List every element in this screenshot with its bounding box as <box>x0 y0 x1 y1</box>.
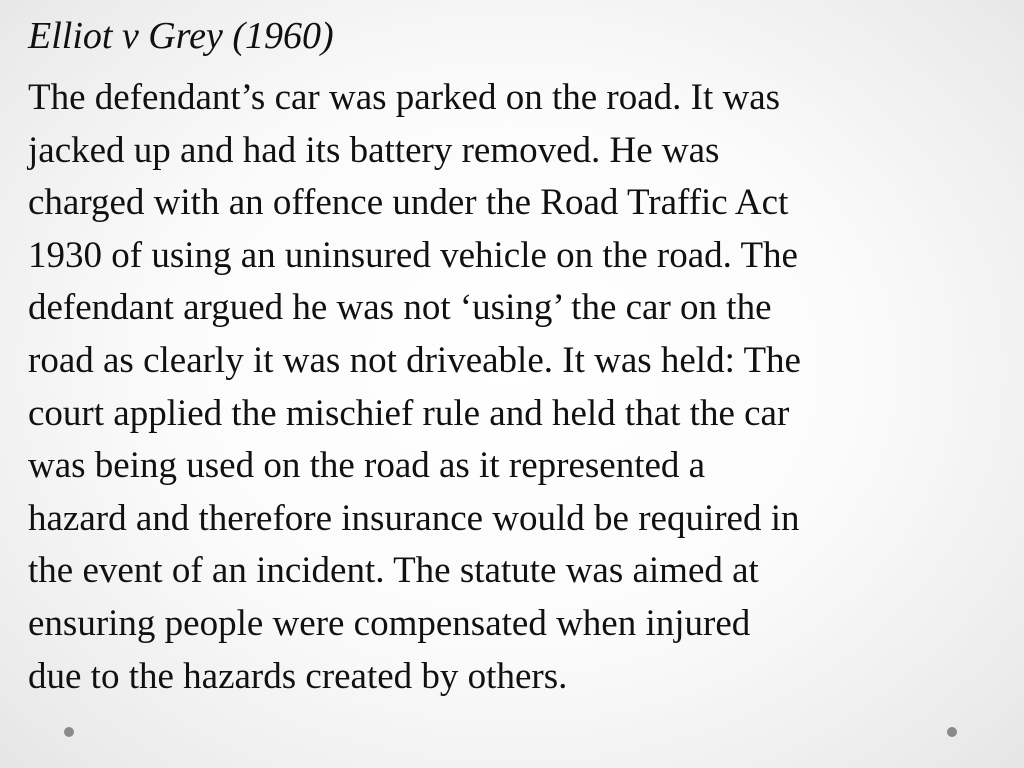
case-summary-line: The defendant’s car was parked on the road. It was <box>28 77 781 118</box>
case-summary-line: road as clearly it was not driveable. It was held: The <box>28 339 801 381</box>
case-summary-line: the event of an incident. The statute was aimed at <box>28 550 759 592</box>
case-summary-line: court applied the mischief rule and held that the car <box>28 392 790 434</box>
case-summary-line: ensuring people were compensated when injured <box>28 602 751 644</box>
case-summary <box>28 72 988 703</box>
case-summary-line: 1930 of using an uninsured vehicle on the road. The <box>28 234 798 276</box>
case-summary-line: defendant argued he was not ‘using’ the car on the <box>28 287 772 329</box>
case-title: Elliot v Grey (1960) <box>28 15 334 57</box>
case-summary-line: jacked up and had its battery removed. He was <box>28 129 720 171</box>
decorative-dot-left <box>64 727 74 737</box>
case-summary-line: was being used on the road as it represented a <box>28 445 706 487</box>
decorative-dot-right <box>947 727 957 737</box>
case-summary-line: due to the hazards created by others. <box>28 655 568 697</box>
case-summary-line: hazard and therefore insurance would be required in <box>28 497 800 539</box>
case-summary-line: charged with an offence under the Road Traffic Act <box>28 182 789 224</box>
